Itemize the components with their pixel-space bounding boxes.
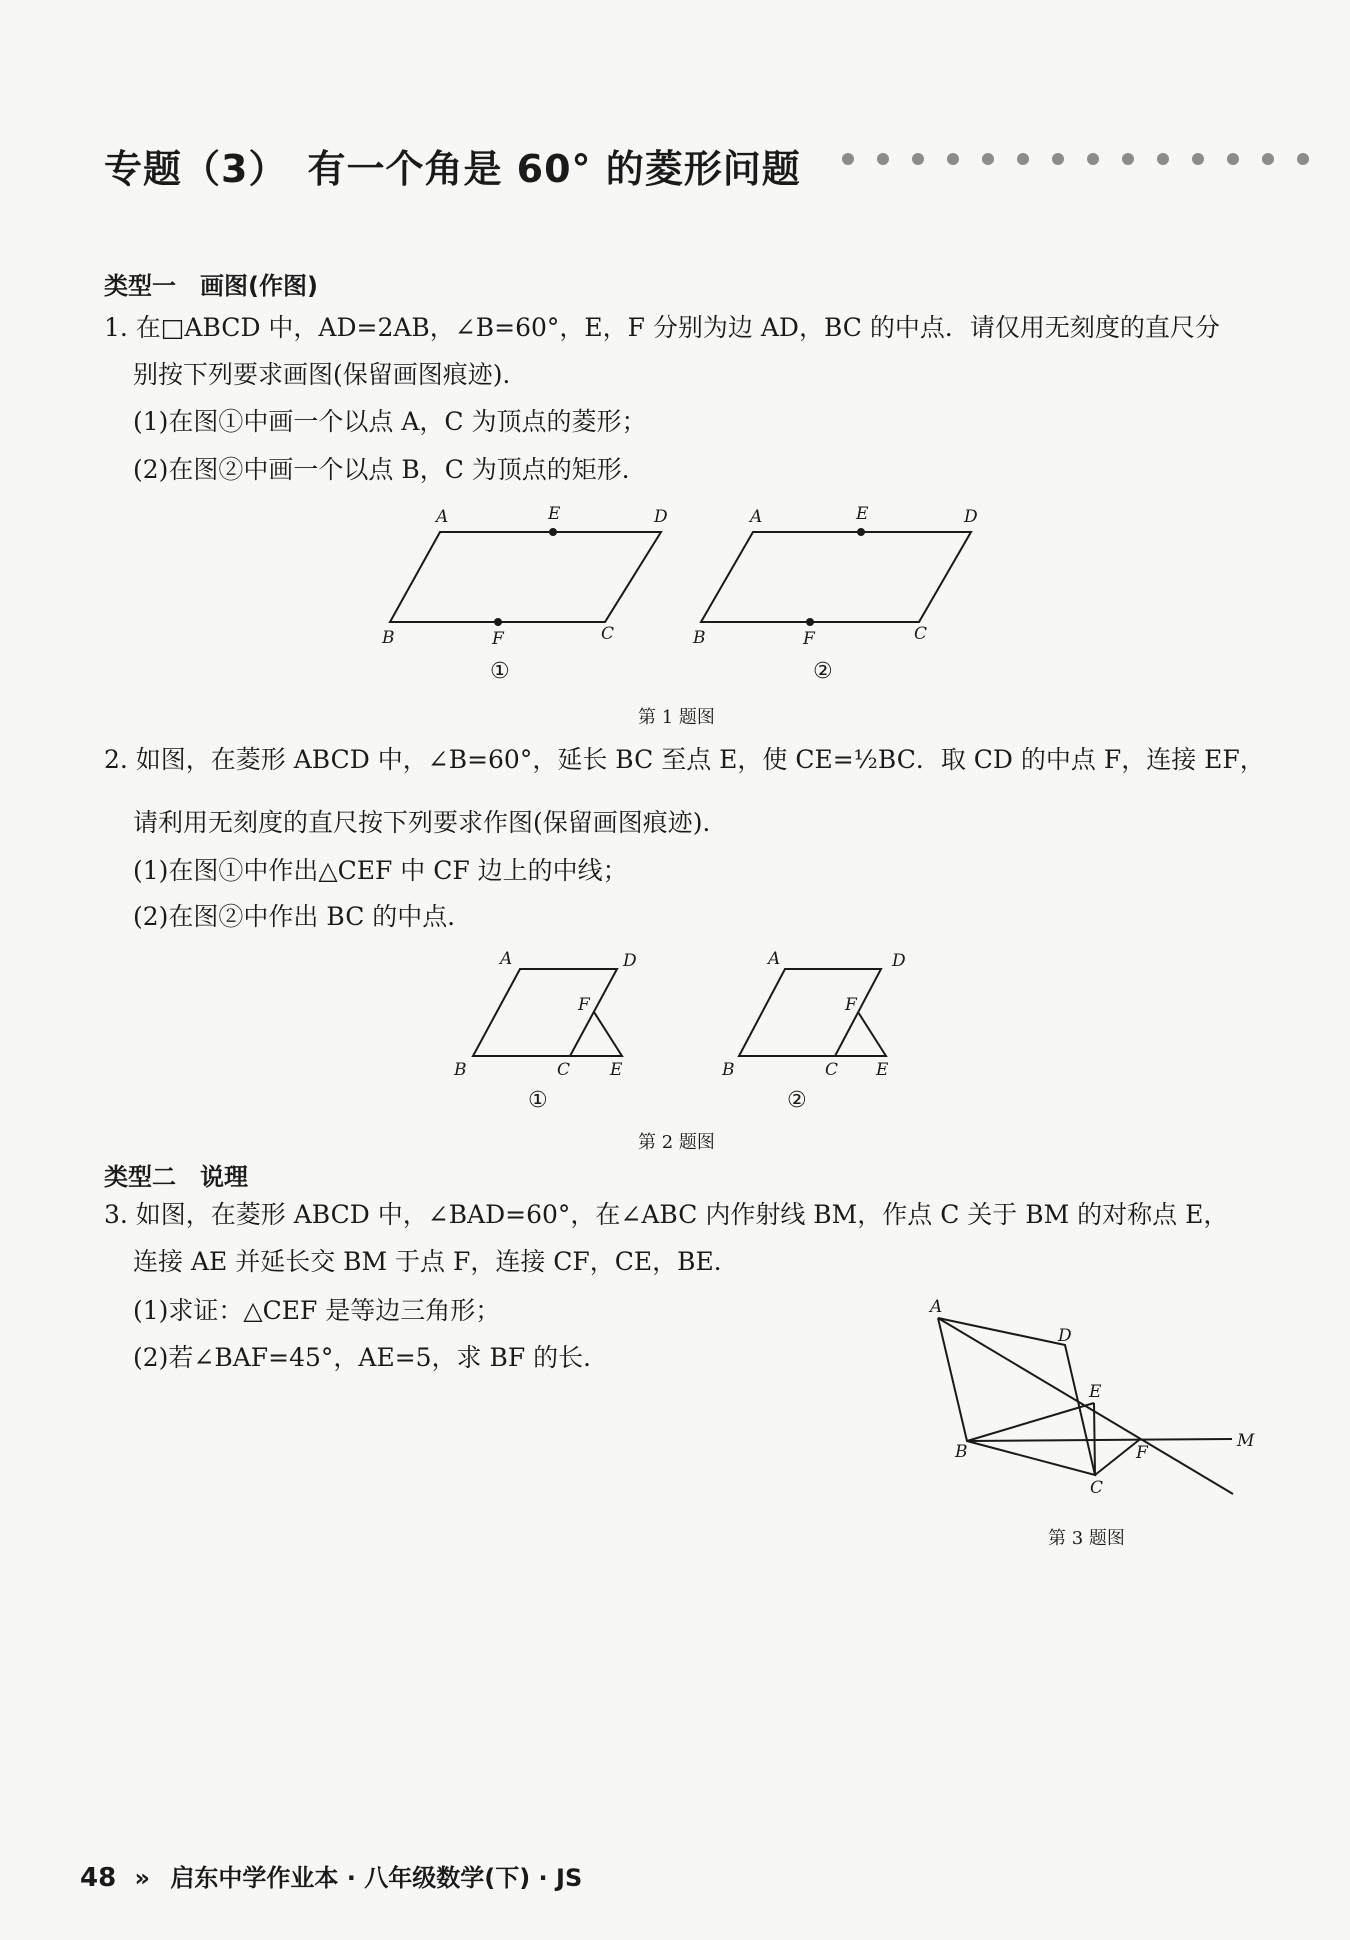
q1-fig1-label-C: C bbox=[601, 624, 615, 644]
q1-fig2-label-A: A bbox=[750, 507, 763, 527]
q2-part1: (1)在图①中作出△CEF 中 CF 边上的中线； bbox=[133, 856, 628, 885]
q1-fig2-label-B: B bbox=[693, 628, 706, 648]
page-title: 专题（3） 有一个角是 60° 的菱形问题 bbox=[104, 147, 801, 191]
q3-label-D: D bbox=[1058, 1326, 1072, 1346]
q1-fig1-label-B: B bbox=[382, 628, 395, 648]
q3-part1: (1)求证：△CEF 是等边三角形； bbox=[133, 1296, 501, 1325]
q2-fig2-label-D: D bbox=[892, 951, 906, 971]
q2-fig1-number: ① bbox=[528, 1088, 548, 1113]
q2-figure-2 bbox=[721, 949, 906, 1113]
q2-caption: 第 2 题图 bbox=[638, 1132, 715, 1153]
q2-fig1-label-A: A bbox=[500, 949, 513, 969]
q1-fig1-label-A: A bbox=[436, 507, 449, 527]
q2-fig2-label-B: B bbox=[722, 1060, 735, 1080]
section-heading-1: 类型一 画图(作图) bbox=[104, 272, 318, 300]
q2-fig1-label-E: E bbox=[610, 1060, 623, 1080]
q1-fig1-label-D: D bbox=[654, 507, 668, 527]
q3-line1: 3. 如图，在菱形 ABCD 中，∠BAD=60°，在∠ABC 内作射线 BM，作点 C 关于 BM 的对称点 E， bbox=[104, 1200, 1229, 1229]
q1-caption: 第 1 题图 bbox=[638, 707, 715, 728]
q2-fig1-label-C: C bbox=[557, 1060, 571, 1080]
q3-figure bbox=[910, 1280, 1270, 1520]
q1-fig2-label-D: D bbox=[964, 507, 978, 527]
q3-label-B: B bbox=[955, 1442, 968, 1462]
q3-part2: (2)若∠BAF=45°，AE=5，求 BF 的长． bbox=[133, 1343, 609, 1372]
q2-fig2-label-C: C bbox=[825, 1060, 839, 1080]
q2-line2: 请利用无刻度的直尺按下列要求作图(保留画图痕迹)． bbox=[133, 808, 728, 837]
q3-caption: 第 3 题图 bbox=[1048, 1528, 1125, 1549]
q1-fig2-number: ② bbox=[813, 659, 833, 684]
page-footer bbox=[80, 1858, 582, 1893]
q1-line1: 1. 在□ABCD 中，AD=2AB，∠B=60°，E，F 分别为边 AD，BC 的中点．请仅用无刻度的直尺分 bbox=[104, 313, 1220, 342]
q1-fig1-label-F: F bbox=[492, 629, 504, 649]
footer-arrow-icon: » bbox=[134, 1864, 151, 1892]
q3-line2: 连接 AE 并延长交 BM 于点 F，连接 CF，CE，BE． bbox=[133, 1247, 739, 1276]
footer-book-title: 启东中学作业本 · 八年级数学(下) · JS bbox=[170, 1864, 583, 1892]
q2-line1: 2. 如图，在菱形 ABCD 中，∠B=60°，延长 BC 至点 E，使 CE=½BC．取 CD 的中点 F，连接 EF， bbox=[104, 745, 1265, 774]
q1-figure-1 bbox=[381, 504, 668, 684]
q3-label-E: E bbox=[1089, 1382, 1102, 1402]
q1-fig2-label-E: E bbox=[856, 504, 869, 524]
q2-fig1-label-F: F bbox=[578, 995, 590, 1015]
q2-fig2-label-E: E bbox=[876, 1060, 889, 1080]
q2-fig1-label-B: B bbox=[454, 1060, 467, 1080]
q3-label-A: A bbox=[930, 1297, 943, 1317]
page-number: 48 bbox=[80, 1863, 117, 1893]
q1-fig1-number: ① bbox=[490, 659, 510, 684]
q3-label-M: M bbox=[1237, 1431, 1255, 1451]
q2-fig2-number: ② bbox=[787, 1088, 807, 1113]
q3-label-F: F bbox=[1136, 1443, 1148, 1463]
q1-fig2-label-F: F bbox=[803, 629, 815, 649]
q2-part2: (2)在图②中作出 BC 的中点． bbox=[133, 902, 473, 931]
q1-figure-2 bbox=[692, 504, 978, 684]
q1-fig2-label-C: C bbox=[914, 624, 928, 644]
q2-fig1-label-D: D bbox=[623, 951, 637, 971]
q2-figure-1 bbox=[453, 949, 637, 1113]
section-heading-2: 类型二 说理 bbox=[104, 1163, 248, 1191]
q1-part2: (2)在图②中画一个以点 B，C 为顶点的矩形． bbox=[133, 455, 647, 484]
q2-figures bbox=[440, 945, 930, 1115]
q1-figures bbox=[370, 498, 990, 688]
q1-part1: (1)在图①中画一个以点 A，C 为顶点的菱形； bbox=[133, 407, 647, 436]
title-decoration-dots bbox=[842, 150, 1332, 169]
q2-fig2-label-A: A bbox=[768, 949, 781, 969]
q3-label-C: C bbox=[1090, 1478, 1104, 1498]
q1-line2: 别按下列要求画图(保留画图痕迹)． bbox=[133, 360, 528, 389]
q1-fig1-label-E: E bbox=[548, 504, 561, 524]
q2-fig2-label-F: F bbox=[845, 995, 857, 1015]
